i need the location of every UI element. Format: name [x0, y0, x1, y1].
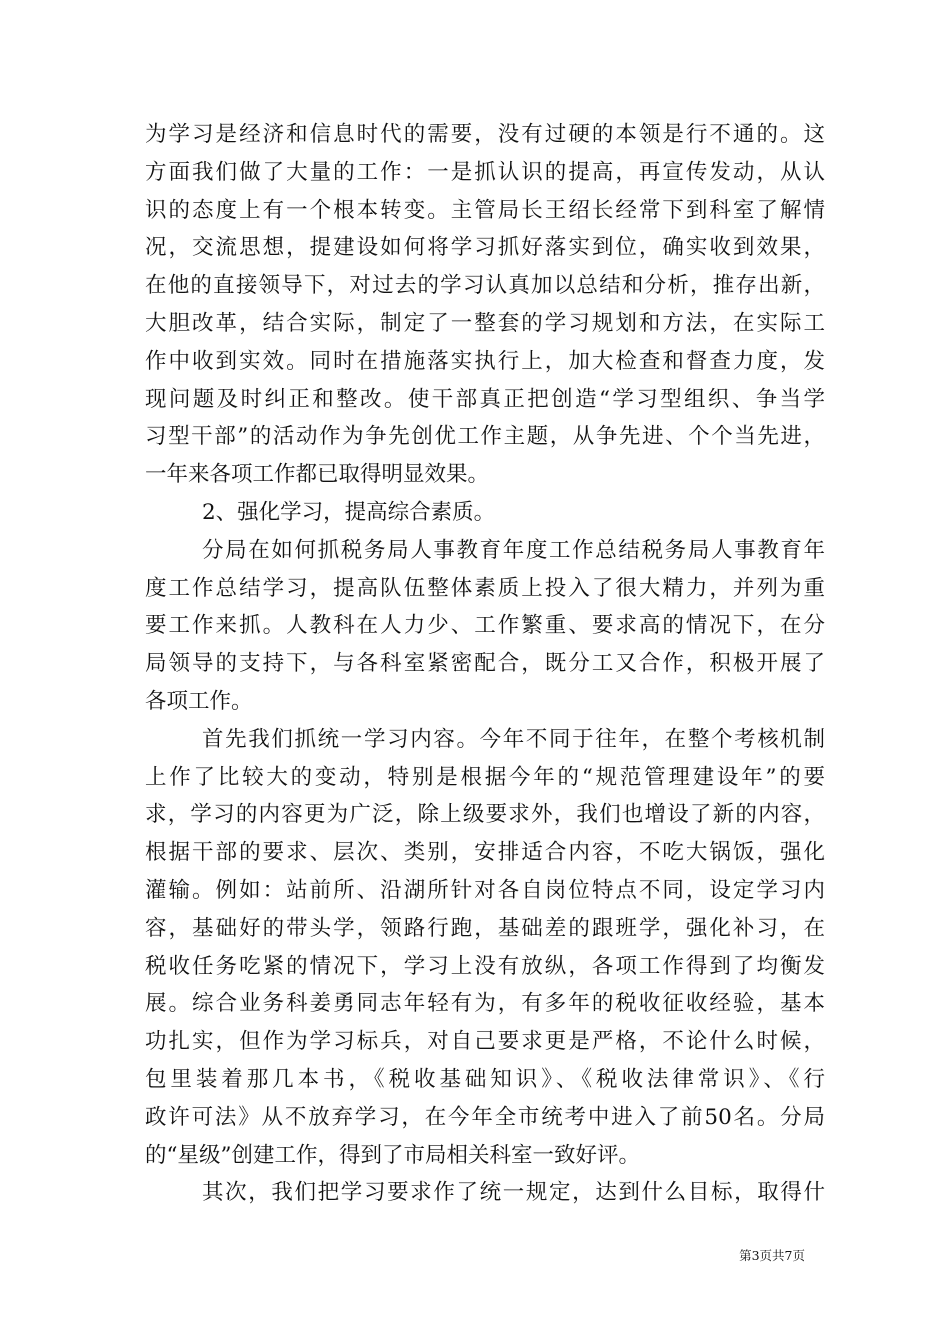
text-line: 容，基础好的带头学，领路行跑，基础差的跟班学，强化补习，在: [145, 915, 825, 941]
text-line: 政许可法》从不放弃学习，在今年全市统考中进入了前50名。分局: [145, 1104, 825, 1130]
text-line: 分局在如何抓税务局人事教育年度工作总结税务局人事教育年: [202, 537, 825, 563]
text-line: 税收任务吃紧的情况下，学习上没有放纵，各项工作得到了均衡发: [145, 953, 825, 979]
text-line: 局领导的支持下，与各科室紧密配合，既分工又合作，积极开展了: [145, 651, 825, 677]
text-line: 为学习是经济和信息时代的需要，没有过硬的本领是行不通的。这: [145, 122, 825, 147]
text-line: 根据干部的要求、层次、类别，安排适合内容，不吃大锅饭，强化: [145, 840, 825, 866]
page-number: 第3页共7页: [739, 1248, 805, 1263]
text-line: 的“星级”创建工作，得到了市局相关科室一致好评。: [145, 1142, 640, 1168]
text-line: 作中收到实效。同时在措施落实执行上，加大检查和督查力度，发: [145, 348, 825, 374]
section-heading: 2、强化学习，提高综合素质。: [202, 499, 496, 525]
text-line: 其次，我们把学习要求作了统一规定，达到什么目标，取得什: [202, 1180, 825, 1206]
text-line: 在他的直接领导下，对过去的学习认真加以总结和分析，推存出新，: [145, 273, 825, 299]
text-line: 度工作总结学习，提高队伍整体素质上投入了很大精力，并列为重: [145, 575, 825, 601]
text-line: 功扎实，但作为学习标兵，对自己要求更是严格，不论什么时候，: [145, 1029, 825, 1055]
text-line: 首先我们抓统一学习内容。今年不同于往年，在整个考核机制: [202, 726, 825, 752]
text-line: 现问题及时纠正和整改。使干部真正把创造“学习型组织、争当学: [145, 386, 825, 412]
text-line: 求，学习的内容更为广泛，除上级要求外，我们也增设了新的内容，: [145, 802, 825, 828]
text-line: 识的态度上有一个根本转变。主管局长王绍长经常下到科室了解情: [145, 197, 825, 223]
text-line: 展。综合业务科姜勇同志年轻有为，有多年的税收征收经验，基本: [145, 991, 825, 1017]
text-line: 上作了比较大的变动，特别是根据今年的“规范管理建设年”的要: [145, 764, 825, 790]
text-line: 要工作来抓。人教科在人力少、工作繁重、要求高的情况下，在分: [145, 613, 825, 639]
text-line: 习型干部”的活动作为争先创优工作主题，从争先进、个个当先进，: [145, 424, 825, 450]
text-line: 一年来各项工作都已取得明显效果。: [145, 462, 490, 488]
document-body: [145, 116, 825, 1212]
text-line: 包里装着那几本书，《税收基础知识》、《税收法律常识》、《行: [145, 1066, 825, 1092]
text-line: 各项工作。: [145, 688, 253, 714]
text-line: 灌输。例如：站前所、沿湖所针对各自岗位特点不同，设定学习内: [145, 877, 825, 903]
text-line: 况，交流思想，提建设如何将学习抓好落实到位，确实收到效果，: [145, 235, 825, 261]
text-line: 方面我们做了大量的工作：一是抓认识的提高，再宣传发动，从认: [145, 159, 825, 185]
text-line: 大胆改革，结合实际，制定了一整套的学习规划和方法，在实际工: [145, 310, 825, 336]
